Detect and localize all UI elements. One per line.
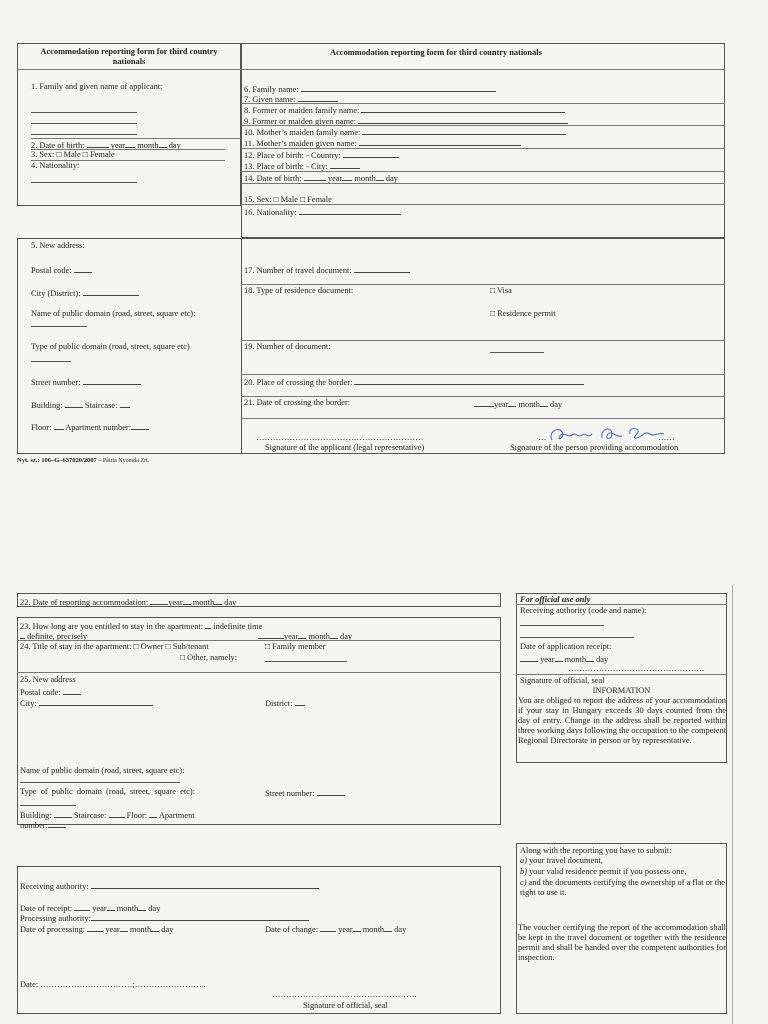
- accommodation-signature-dots-a: …: [538, 433, 547, 442]
- q15-label[interactable]: 15. Sex: □ Male □ Female: [244, 195, 332, 204]
- submit-item-a: a) your travel document,: [520, 856, 603, 865]
- submit-item-b: b) your valid residence permit if you possess one,: [520, 867, 687, 876]
- street-number-label: Street number:: [31, 376, 141, 388]
- q25-district: District:: [265, 697, 305, 709]
- q23-definite: definite, precisely: [20, 630, 87, 642]
- q21-label: 21. Date of crossing the border:: [244, 398, 351, 407]
- q6-label: 6. Family name:: [244, 83, 496, 95]
- q25-public-domain: Name of public domain (road, street, square etc):: [20, 766, 185, 775]
- q12-label: 12. Place of birth: - Country:: [244, 149, 399, 161]
- right-form-title: Accommodation reporting form for third country nationals: [330, 48, 542, 57]
- q5-label: 5. New address:: [31, 241, 85, 250]
- date-line[interactable]: Date: ……………………………;……………………..: [20, 980, 206, 989]
- q23-date: year month day: [258, 630, 352, 642]
- q16-label: 16. Nationality:: [244, 206, 401, 218]
- accommodation-signature-label: Signature of the person providing accommodation: [510, 443, 679, 452]
- q9-label: 9. Former or maiden given name:: [244, 115, 568, 127]
- public-domain-label: Name of public domain (road, street, square etc):: [31, 309, 196, 318]
- type-domain-line[interactable]: [31, 361, 71, 362]
- q20-label: 20. Place of crossing the border:: [244, 376, 584, 388]
- left-form-title: Accommodation reporting form for third country nationals: [40, 47, 218, 66]
- public-domain-line[interactable]: [31, 326, 87, 327]
- q4-label: 4. Nationality:: [31, 161, 80, 170]
- q24-other-line[interactable]: [265, 661, 347, 662]
- floor-label: Floor: Apartment number:: [31, 421, 149, 433]
- q4-line[interactable]: [31, 182, 137, 183]
- q22-label: 22. Date of reporting accommodation: year month day: [20, 598, 237, 607]
- q1-label: 1. Family and given name of applicant:: [31, 82, 163, 91]
- q14-label: 14. Date of birth: year month day: [244, 174, 398, 183]
- type-domain-label: Type of public domain (road, street, square etc): [31, 342, 190, 351]
- voucher-text: The voucher certifying the report of the accommodation shall be kept in the travel document or together with the residence permit and shall be handed over the competent authorities for inspection.: [518, 923, 726, 962]
- q1-line-3[interactable]: [31, 134, 137, 135]
- q8-label: 8. Former or maiden family name:: [244, 104, 565, 116]
- postal-code-label: Postal code:: [31, 264, 92, 276]
- q11-label: 11. Mother’s maiden given name:: [244, 137, 521, 149]
- q19-label: 19. Number of document:: [244, 342, 331, 351]
- q2-label: 2. Date of birth: year month day: [31, 141, 181, 150]
- processing-authority: Processing authority:: [20, 912, 309, 924]
- city-label: City (District):: [31, 287, 139, 299]
- q1-line-1[interactable]: [31, 112, 137, 113]
- q24-other-checkbox[interactable]: □ Other, namely:: [180, 653, 238, 662]
- submit-intro: Along with the reporting you have to submit:: [520, 846, 672, 855]
- building-label: Building: Staircase:: [31, 399, 130, 411]
- q25-type-domain: Type of public domain (road, street, square etc):: [20, 787, 196, 796]
- margin-line: [732, 585, 733, 1024]
- visa-checkbox[interactable]: □ Visa: [490, 286, 512, 295]
- information-title: INFORMATION: [592, 686, 651, 695]
- information-text: You are obliged to report the address of your accommodation if your stay in Hungary exceeds 30 days counted from the day of entry. Change in the address shall be reported within three working days following the occupation to the competent Regional Directorate in person or by representative.: [518, 696, 726, 745]
- q23-label: 23. How long are you entitled to stay in the apartment: indefinite time: [20, 622, 263, 631]
- q1-line-2[interactable]: [31, 123, 137, 124]
- q25-city: City:: [20, 697, 153, 709]
- q10-label: 10. Mother’s maiden family name:: [244, 126, 566, 138]
- official-date-fields: year month day: [520, 653, 608, 665]
- accommodation-signature-dots-b: ……: [658, 433, 675, 442]
- q25-street-number: Street number:: [265, 787, 345, 799]
- official-use-title: For official use only: [520, 595, 591, 604]
- date-of-change: Date of change: year month day: [265, 925, 407, 934]
- applicant-signature-dots[interactable]: ……………………………………………………: [256, 433, 424, 442]
- q17-label: 17. Number of travel document:: [244, 264, 410, 276]
- q19-line[interactable]: [490, 352, 544, 353]
- official-date-receipt: Date of application receipt:: [520, 642, 612, 651]
- applicant-signature-label: Signature of the applicant (legal representative): [265, 443, 425, 452]
- receiving-authority: Receiving authority:: [20, 880, 319, 892]
- q25-postal: Postal code:: [20, 686, 81, 698]
- q25-building: Building: Staircase: Floor: Apartment: [20, 811, 195, 820]
- submit-item-c: c) and the documents certifying the ownership of a flat or the right to use it.: [520, 878, 725, 897]
- q24-label[interactable]: 24. Title of stay in the apartment: □ Owner □ Sub/tenant: [20, 642, 209, 651]
- official-signature-label: Signature of official, seal: [303, 1001, 388, 1010]
- q18-label: 18. Type of residence document:: [244, 286, 354, 295]
- official-receiving-authority: Receiving authority (code and name):: [520, 606, 647, 615]
- q24-family-checkbox[interactable]: □ Family member: [265, 642, 326, 651]
- official-signature-label: Signature of official, seal: [520, 676, 605, 685]
- official-receiving-line-2[interactable]: [520, 637, 634, 638]
- date-of-receipt: Date of receipt: year month day: [20, 904, 161, 913]
- q21-date: year month day: [474, 398, 562, 410]
- official-receiving-line-1[interactable]: [520, 625, 604, 626]
- official-signature-dots[interactable]: ………………………………………….: [568, 664, 705, 673]
- q3-label[interactable]: 3. Sex: □ Male □ Female: [31, 150, 115, 159]
- form-footer: Nyt. sz.: 106–G–637020/2007 – Pátria Nyomda Zrt.: [17, 457, 150, 464]
- residence-permit-checkbox[interactable]: □ Residence permit: [490, 309, 556, 318]
- q25-apartment-number: number:: [20, 819, 66, 831]
- q7-label: 7. Given name:: [244, 93, 338, 105]
- date-of-processing: Date of processing: year month day: [20, 925, 174, 934]
- q25-label: 25. New address: [20, 675, 76, 684]
- q13-label: 13. Place of birth: - City:: [244, 160, 360, 172]
- official-signature-dots[interactable]: …………………………………………….: [272, 990, 417, 999]
